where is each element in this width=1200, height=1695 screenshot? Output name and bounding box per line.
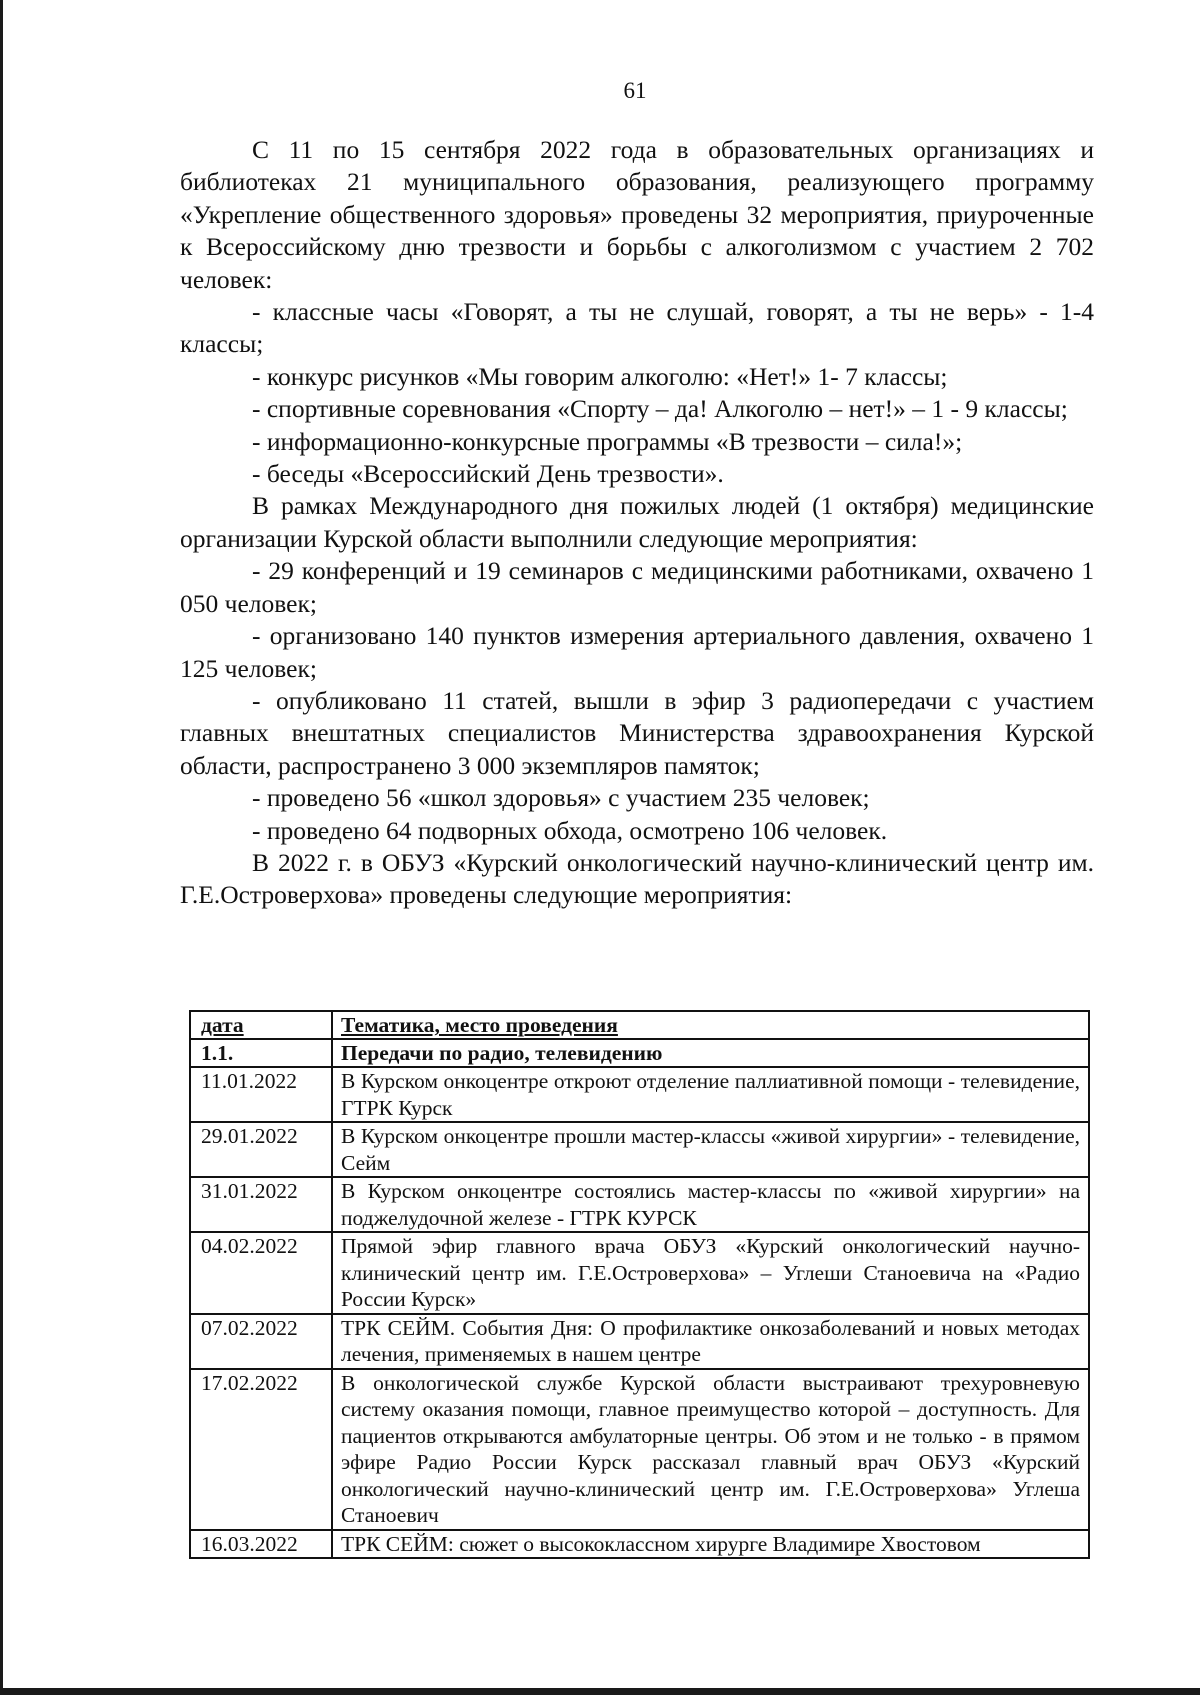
row-date: 04.02.2022 [190,1232,332,1314]
table-header-row [190,1011,1089,1039]
row-topic: В Курском онкоцентре откроют отделение паллиативной помощи - телевидение, ГТРК Курск [332,1067,1089,1122]
table-row [190,1232,1089,1314]
row-topic: В онкологической службе Курской области выстраивают трехуровневую систему оказания помощи, главное преимущество которой – доступность. Для пациентов открываются амбулаторные центры. Об этом и не только - в прямом эфире Радио России Курск рассказал главный врач ОБУЗ «Курский онкологический научно-клинический центр им. Г.Е.Островерхова» Углеша Станоевич [332,1369,1089,1530]
paragraph: В 2022 г. в ОБУЗ «Курский онкологический научно-клинический центр им. Г.Е.Островерхова» проведены следующие мероприятия: [180,847,1094,910]
section-row [190,1039,1089,1067]
row-date: 16.03.2022 [190,1530,332,1559]
table-row [190,1530,1089,1559]
list-item: - проведено 64 подворных обхода, осмотрено 106 человек. [252,815,888,845]
list-item: - организовано 140 пунктов измерения артериального давления, охвачено 1 125 человек; [180,621,1094,683]
table-row [190,1177,1089,1232]
table-row [190,1314,1089,1369]
row-topic: ТРК СЕЙМ: сюжет о высококлассном хирурге Владимире Хвостовом [332,1530,1089,1559]
row-date: 07.02.2022 [190,1314,332,1369]
row-date: 29.01.2022 [190,1122,332,1177]
table-row [190,1369,1089,1530]
table-row [190,1067,1089,1122]
row-date: 17.02.2022 [190,1369,332,1530]
row-date: 31.01.2022 [190,1177,332,1232]
row-topic: Прямой эфир главного врача ОБУЗ «Курский онкологический научно-клинический центр им. Г.Е.Островерхова» – Углеши Станоевича на «Радио России Курск» [332,1232,1089,1314]
table-row [190,1122,1089,1177]
list-item: - опубликовано 11 статей, вышли в эфир 3 радиопередачи с участием главных внештатных специалистов Министерства здравоохранения Курской области, распространено 3 000 экземпляров памяток; [180,685,1094,780]
list-item: - конкурс рисунков «Мы говорим алкоголю: «Нет!» 1- 7 классы; [252,361,948,391]
column-header-topic: Тематика, место проведения [332,1011,1089,1039]
list-item: - беседы «Всероссийский День трезвости». [252,459,724,489]
paragraph: В рамках Международного дня пожилых людей (1 октября) медицинские организации Курской области выполнили следующие мероприятия: [180,491,1094,553]
list-item: - проведено 56 «школ здоровья» с участием 235 человек; [252,783,870,813]
row-topic: В Курском онкоцентре состоялись мастер-классы по «живой хирургии» на поджелудочной железе - ГТРК КУРСК [332,1177,1089,1232]
scan-edge-bottom [0,1688,1200,1695]
list-item: - 29 конференций и 19 семинаров с медицинскими работниками, охвачено 1 050 человек; [180,556,1094,618]
section-number: 1.1. [190,1039,332,1067]
row-topic: В Курском онкоцентре прошли мастер-классы «живой хирургии» - телевидение, Сейм [332,1122,1089,1177]
page-number: 61 [623,78,647,103]
column-header-date: дата [190,1011,332,1039]
section-title: Передачи по радио, телевидению [332,1039,1089,1067]
row-date: 11.01.2022 [190,1067,332,1122]
events-table [189,1010,1090,1559]
list-item: - информационно-конкурсные программы «В трезвости – сила!»; [252,426,963,456]
list-item: - спортивные соревнования «Спорту – да! Алкоголю – нет!» – 1 - 9 классы; [252,394,1068,424]
scan-edge-left [0,0,3,1695]
row-topic: ТРК СЕЙМ. События Дня: О профилактике онкозаболеваний и новых методах лечения, применяемых в нашем центре [332,1314,1089,1369]
body-text [180,134,1094,912]
list-item: - классные часы «Говорят, а ты не слушай, говорят, а ты не верь» - 1-4 классы; [180,297,1094,359]
paragraph: С 11 по 15 сентября 2022 года в образовательных организациях и библиотеках 21 муниципального образования, реализующего программу «Укрепление общественного здоровья» проведены 32 мероприятия, приуроченные к Всероссийскому дню трезвости и борьбы с алкоголизмом с участием 2 702 человек: [180,135,1094,294]
